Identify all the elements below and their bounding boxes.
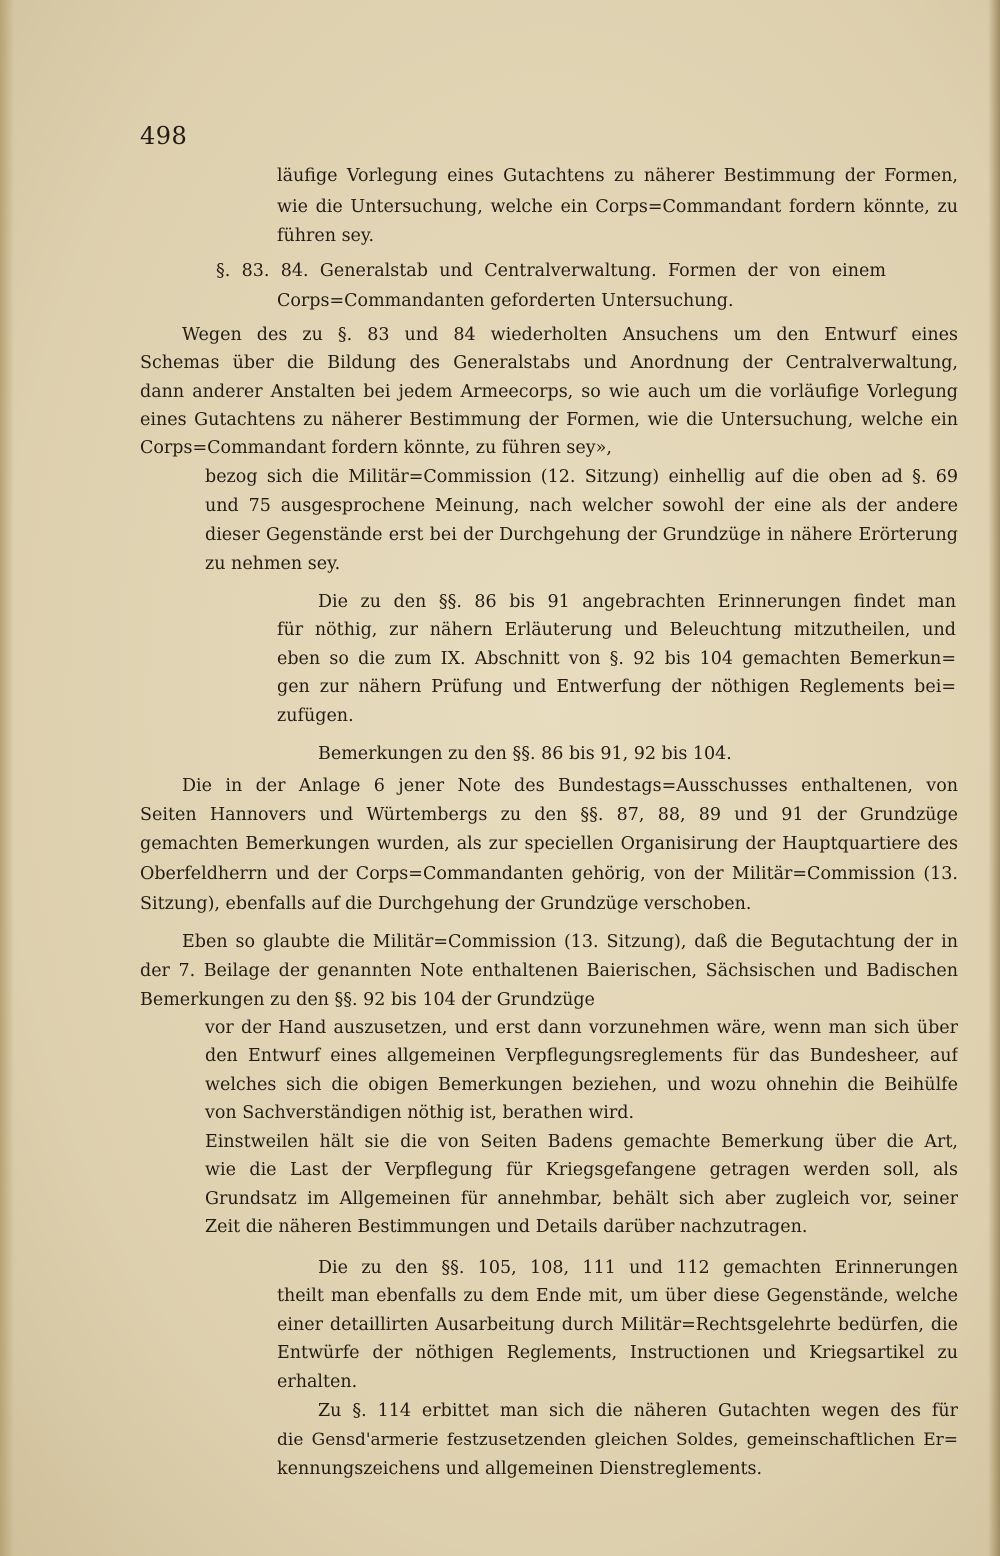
text-line: Die zu den §§. 86 bis 91 angebrachten Erinnerungen findet man: [318, 592, 956, 612]
page-number: 498: [140, 122, 188, 150]
text-line: kennungszeichens und allgemeinen Dienstreglements.: [277, 1459, 763, 1479]
text-line: dann anderer Anstalten bei jedem Armeecorps, so wie auch um die vorläufige Vorlegung: [140, 382, 958, 402]
section-heading: Corps=Commandanten geforderten Untersuchung.: [277, 291, 734, 311]
text-line: Bemerkungen zu den §§. 92 bis 104 der Grundzüge: [140, 990, 595, 1010]
text-line: Eben so glaubte die Militär=Commission (13. Sitzung), daß die Begutachtung der in: [182, 932, 958, 952]
text-line: Einstweilen hält sie die von Seiten Badens gemachte Bemerkung über die Art,: [205, 1132, 958, 1152]
text-line: welches sich die obigen Bemerkungen beziehen, und wozu ohnehin die Beihülfe: [205, 1075, 958, 1095]
text-line: zu nehmen sey.: [205, 554, 341, 574]
text-line: gen zur nähern Prüfung und Entwerfung der nöthigen Reglements bei=: [277, 677, 956, 697]
text-line: wie die Untersuchung, welche ein Corps=Commandant fordern könnte, zu: [277, 197, 958, 217]
text-line: den Entwurf eines allgemeinen Verpflegungsreglements für das Bundesheer, auf: [205, 1046, 958, 1066]
text-line: Schemas über die Bildung des Generalstabs und Anordnung der Centralverwaltung,: [140, 353, 958, 373]
page-left-edge: [0, 0, 14, 1556]
text-line: Sitzung), ebenfalls auf die Durchgehung der Grundzüge verschoben.: [140, 894, 752, 914]
text-line: und 75 ausgesprochene Meinung, nach welcher sowohl der eine als der andere: [205, 496, 958, 516]
text-line: führen sey.: [277, 226, 375, 246]
text-line: der 7. Beilage der genannten Note enthaltenen Baierischen, Sächsischen und Badischen: [140, 961, 958, 981]
text-line: Die in der Anlage 6 jener Note des Bundestags=Ausschusses enthaltenen, von: [182, 776, 958, 796]
section-heading: §. 83. 84. Generalstab und Centralverwaltung. Formen der von einem: [216, 261, 886, 281]
text-line: wie die Last der Verpflegung für Kriegsgefangene getragen werden soll, als: [205, 1160, 958, 1180]
text-line: Oberfeldherrn und der Corps=Commandanten gehörig, von der Militär=Commission (13.: [140, 864, 958, 884]
text-line: zufügen.: [277, 706, 354, 726]
text-line: eben so die zum IX. Abschnitt von §. 92 bis 104 gemachten Bemerkun=: [277, 649, 956, 669]
text-line: erhalten.: [277, 1372, 358, 1392]
text-line: eines Gutachtens zu näherer Bestimmung der Formen, wie die Untersuchung, welche ein: [140, 410, 958, 430]
text-line: Zeit die näheren Bestimmungen und Details darüber nachzutragen.: [205, 1217, 808, 1237]
text-line: Die zu den §§. 105, 108, 111 und 112 gemachten Erinnerungen: [318, 1258, 958, 1278]
text-line: Corps=Commandant fordern könnte, zu führen sey»,: [140, 438, 612, 458]
text-line: bezog sich die Militär=Commission (12. Sitzung) einhellig auf die oben ad §. 69: [205, 467, 958, 487]
text-line: die Gensd'armerie festzusetzenden gleichen Soldes, gemeinschaftlichen Er=: [277, 1430, 958, 1450]
text-line: dieser Gegenstände erst bei der Durchgehung der Grundzüge in nähere Erörterung: [205, 525, 958, 545]
text-line: für nöthig, zur nähern Erläuterung und Beleuchtung mitzutheilen, und: [277, 620, 956, 640]
text-line: Grundsatz im Allgemeinen für annehmbar, behält sich aber zugleich vor, seiner: [205, 1189, 958, 1209]
page-right-edge: [988, 0, 1000, 1556]
text-line: von Sachverständigen nöthig ist, berathen wird.: [205, 1103, 635, 1123]
text-line: Zu §. 114 erbittet man sich die näheren Gutachten wegen des für: [318, 1401, 958, 1421]
text-line: Wegen des zu §. 83 und 84 wiederholten Ansuchens um den Entwurf eines: [182, 325, 958, 345]
text-line: gemachten Bemerkungen wurden, als zur speciellen Organisirung der Hauptquartiere des: [140, 834, 958, 854]
text-line: läufige Vorlegung eines Gutachtens zu näherer Bestimmung der Formen,: [277, 166, 958, 186]
text-line: vor der Hand auszusetzen, und erst dann vorzunehmen wäre, wenn man sich über: [205, 1018, 958, 1038]
text-line: theilt man ebenfalls zu dem Ende mit, um über diese Gegenstände, welche: [277, 1286, 958, 1306]
text-line: Entwürfe der nöthigen Reglements, Instructionen und Kriegsartikel zu: [277, 1343, 958, 1363]
text-line: Seiten Hannovers und Würtembergs zu den §§. 87, 88, 89 und 91 der Grundzüge: [140, 805, 958, 825]
text-line: einer detaillirten Ausarbeitung durch Militär=Rechtsgelehrte bedürfen, die: [277, 1315, 958, 1335]
section-heading: Bemerkungen zu den §§. 86 bis 91, 92 bis 104.: [318, 744, 732, 764]
